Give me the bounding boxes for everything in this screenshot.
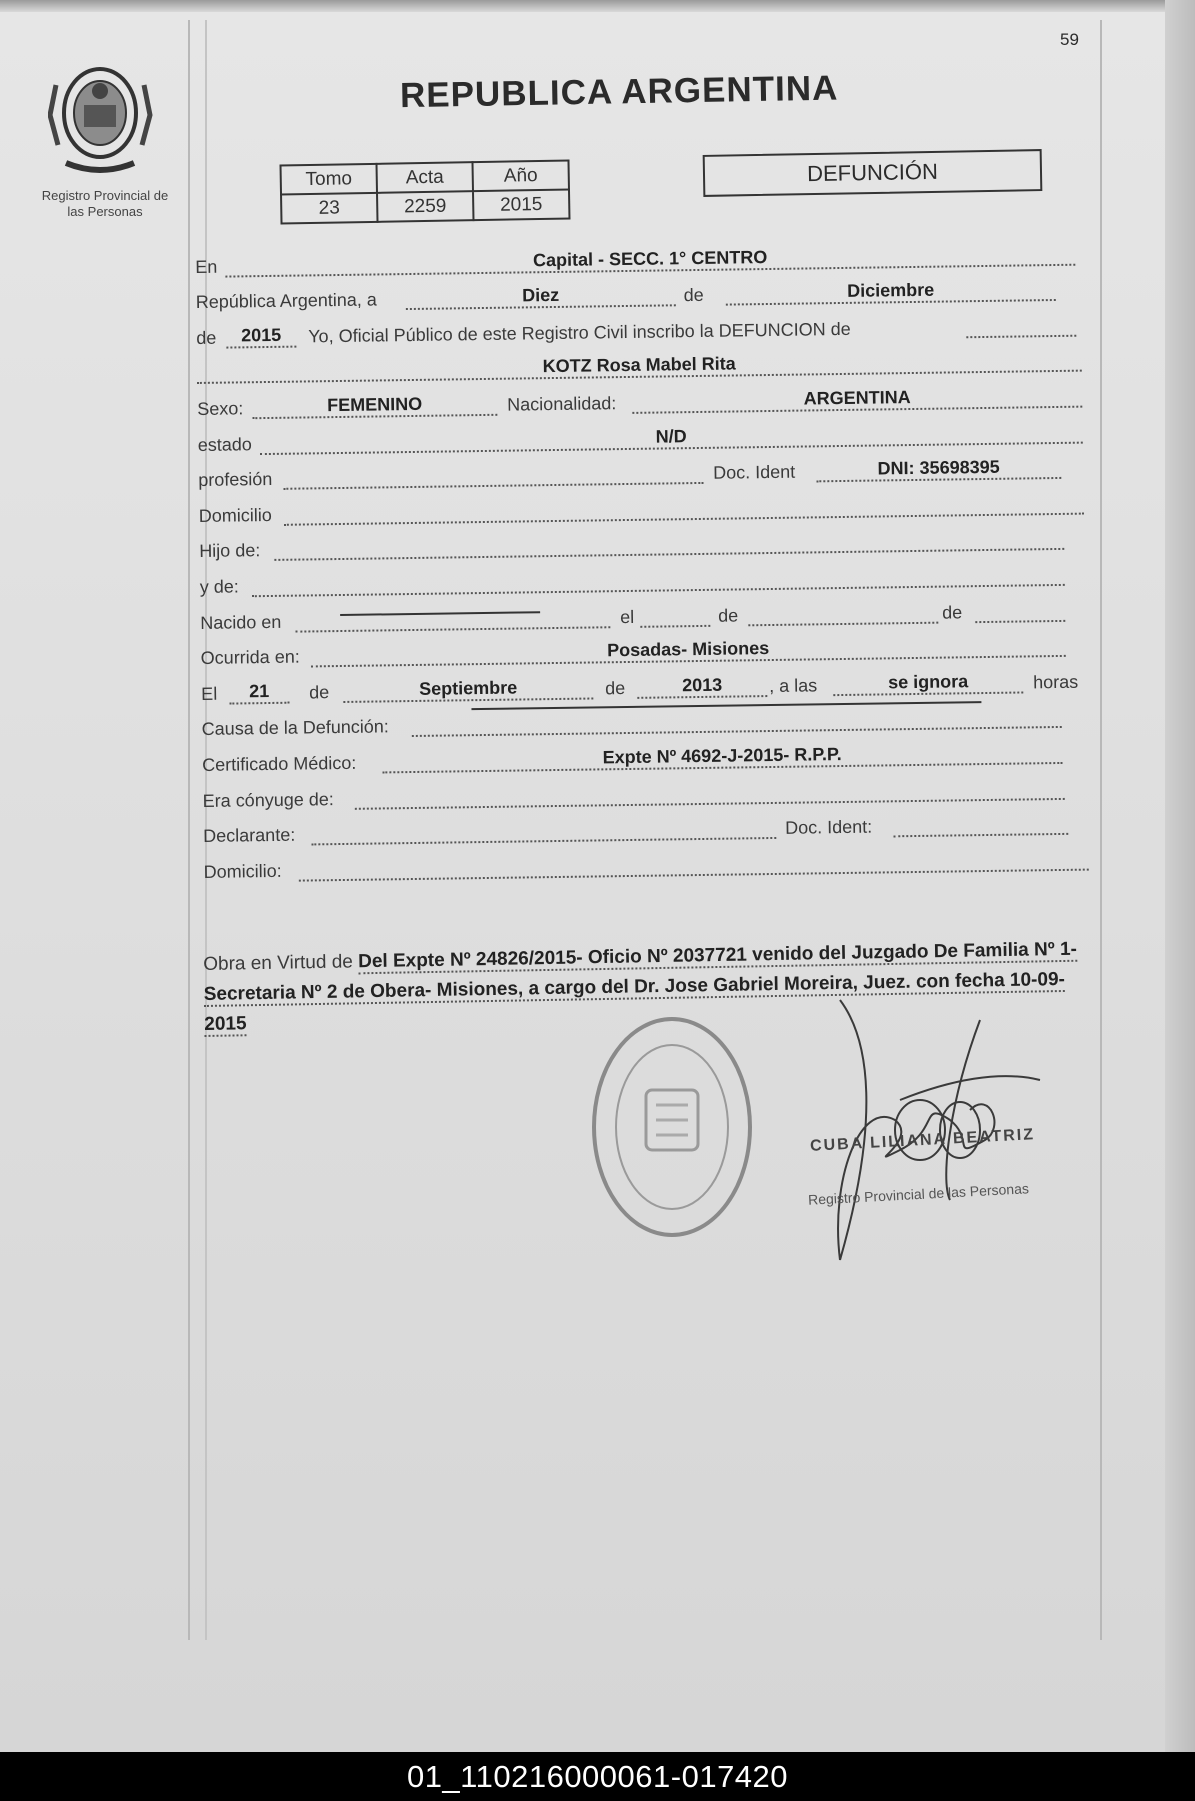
yde-label: y de: xyxy=(199,576,239,597)
estado-value: N/D xyxy=(260,419,1083,454)
death-day: 21 xyxy=(229,679,289,704)
certificado-label: Certificado Médico: xyxy=(202,752,357,775)
nacionalidad-label: Nacionalidad: xyxy=(507,393,617,415)
value-tomo: 23 xyxy=(281,193,377,224)
record-table xyxy=(279,159,570,224)
value-ano: 2015 xyxy=(473,189,569,220)
birth-day xyxy=(640,602,710,627)
record-type-box: DEFUNCIÓN xyxy=(703,149,1043,197)
province-coat-of-arms-icon xyxy=(48,55,153,175)
death-year: 2013 xyxy=(637,673,767,699)
nacionalidad-value: ARGENTINA xyxy=(632,384,1082,414)
domicilio2-value xyxy=(299,846,1089,881)
obra-value: Del Expte Nº 24826/2015- Oficio Nº 2037721 venido del Juzgado De Familia Nº 1- Secretaria Nº 2 de Obera- Misiones, a cargo del Dr. Jose Gabriel Moreira, Juez. con fecha 10-09-2015 xyxy=(203,938,1078,1035)
el-label: el xyxy=(620,606,635,627)
birth-year xyxy=(975,597,1065,622)
day-value: Diez xyxy=(406,282,676,310)
signatory-name: CUBA LILIANA BEATRIZ xyxy=(809,1126,1036,1155)
scan-id-footer: 01_110216000061-017420 xyxy=(0,1752,1195,1801)
de-label: de xyxy=(718,604,739,626)
certificado-value: Expte Nº 4692-J-2015- R.P.P. xyxy=(382,740,1062,773)
scan-right-edge xyxy=(1165,0,1195,1752)
hour-value: se ignora xyxy=(833,669,1023,696)
page-number: 59 xyxy=(1060,30,1079,49)
causa-value xyxy=(412,704,1062,737)
yde-value xyxy=(252,562,1065,597)
profesion-label: profesión xyxy=(198,469,273,491)
registry-label: Registro Provincial de las Personas xyxy=(41,188,169,219)
deceased-name: KOTZ Rosa Mabel Rita xyxy=(197,348,1082,384)
causa-label: Causa de la Defunción: xyxy=(201,716,389,740)
ocurrida-label: Ocurrida en: xyxy=(200,646,300,669)
ocurrida-value: Posadas- Misiones xyxy=(311,633,1066,668)
scan-top-edge xyxy=(0,0,1195,12)
inscribe-text: Yo, Oficial Público de este Registro Civil inscribo la DEFUNCION de xyxy=(308,318,851,347)
birth-month xyxy=(748,599,938,626)
estado-label: estado xyxy=(197,433,252,455)
horas-label: horas xyxy=(1033,671,1079,693)
sexo-value: FEMENINO xyxy=(252,392,497,419)
alas-label: , a las xyxy=(769,675,818,696)
hijo-label: Hijo de: xyxy=(199,540,261,562)
docident-value: DNI: 35698395 xyxy=(816,455,1061,482)
header-acta: Acta xyxy=(377,162,473,193)
sexo-label: Sexo: xyxy=(197,398,244,419)
month-value: Diciembre xyxy=(726,277,1056,306)
docident-label: Doc. Ident xyxy=(713,461,796,483)
place-value: Capital - SECC. 1° CENTRO xyxy=(225,241,1075,277)
table-row xyxy=(281,189,569,223)
signatory-role: Registro Provincial de las Personas xyxy=(807,1180,1030,1208)
nacido-value xyxy=(295,604,610,632)
domicilio-value xyxy=(284,490,1084,525)
hijo-value xyxy=(274,526,1064,561)
page-title: REPUBLICA ARGENTINA xyxy=(399,68,839,116)
declarante-value xyxy=(311,815,776,845)
de-label: de xyxy=(942,601,963,623)
dotted-line xyxy=(966,312,1076,338)
conyuge-value xyxy=(355,775,1065,809)
docident2-label: Doc. Ident: xyxy=(785,816,873,838)
declarante-label: Declarante: xyxy=(203,824,296,847)
domicilio-label: Domicilio xyxy=(198,504,272,526)
de-label: de xyxy=(309,681,330,703)
en-label: En xyxy=(195,256,218,277)
profesion-value xyxy=(283,460,703,490)
obra-label: Obra en Virtud de xyxy=(203,951,354,975)
header-ano: Año xyxy=(472,160,568,191)
nacido-label: Nacido en xyxy=(200,611,282,633)
death-record-form xyxy=(195,235,1104,888)
de-label: de xyxy=(605,677,626,699)
left-margin-line xyxy=(188,20,190,1640)
republica-label: República Argentina, a xyxy=(195,289,378,313)
official-seal-icon xyxy=(586,1010,758,1245)
domicilio2-label: Domicilio: xyxy=(203,860,282,882)
conyuge-label: Era cónyuge de: xyxy=(202,788,334,811)
death-month: Septiembre xyxy=(343,675,593,702)
value-acta: 2259 xyxy=(377,191,473,222)
header-tomo: Tomo xyxy=(281,164,377,195)
docident2-value xyxy=(893,811,1068,837)
el-label: El xyxy=(201,683,218,704)
year-value: 2015 xyxy=(226,323,296,348)
strike-line xyxy=(340,611,540,616)
de-label: de xyxy=(196,327,217,348)
de-label: de xyxy=(683,285,704,306)
